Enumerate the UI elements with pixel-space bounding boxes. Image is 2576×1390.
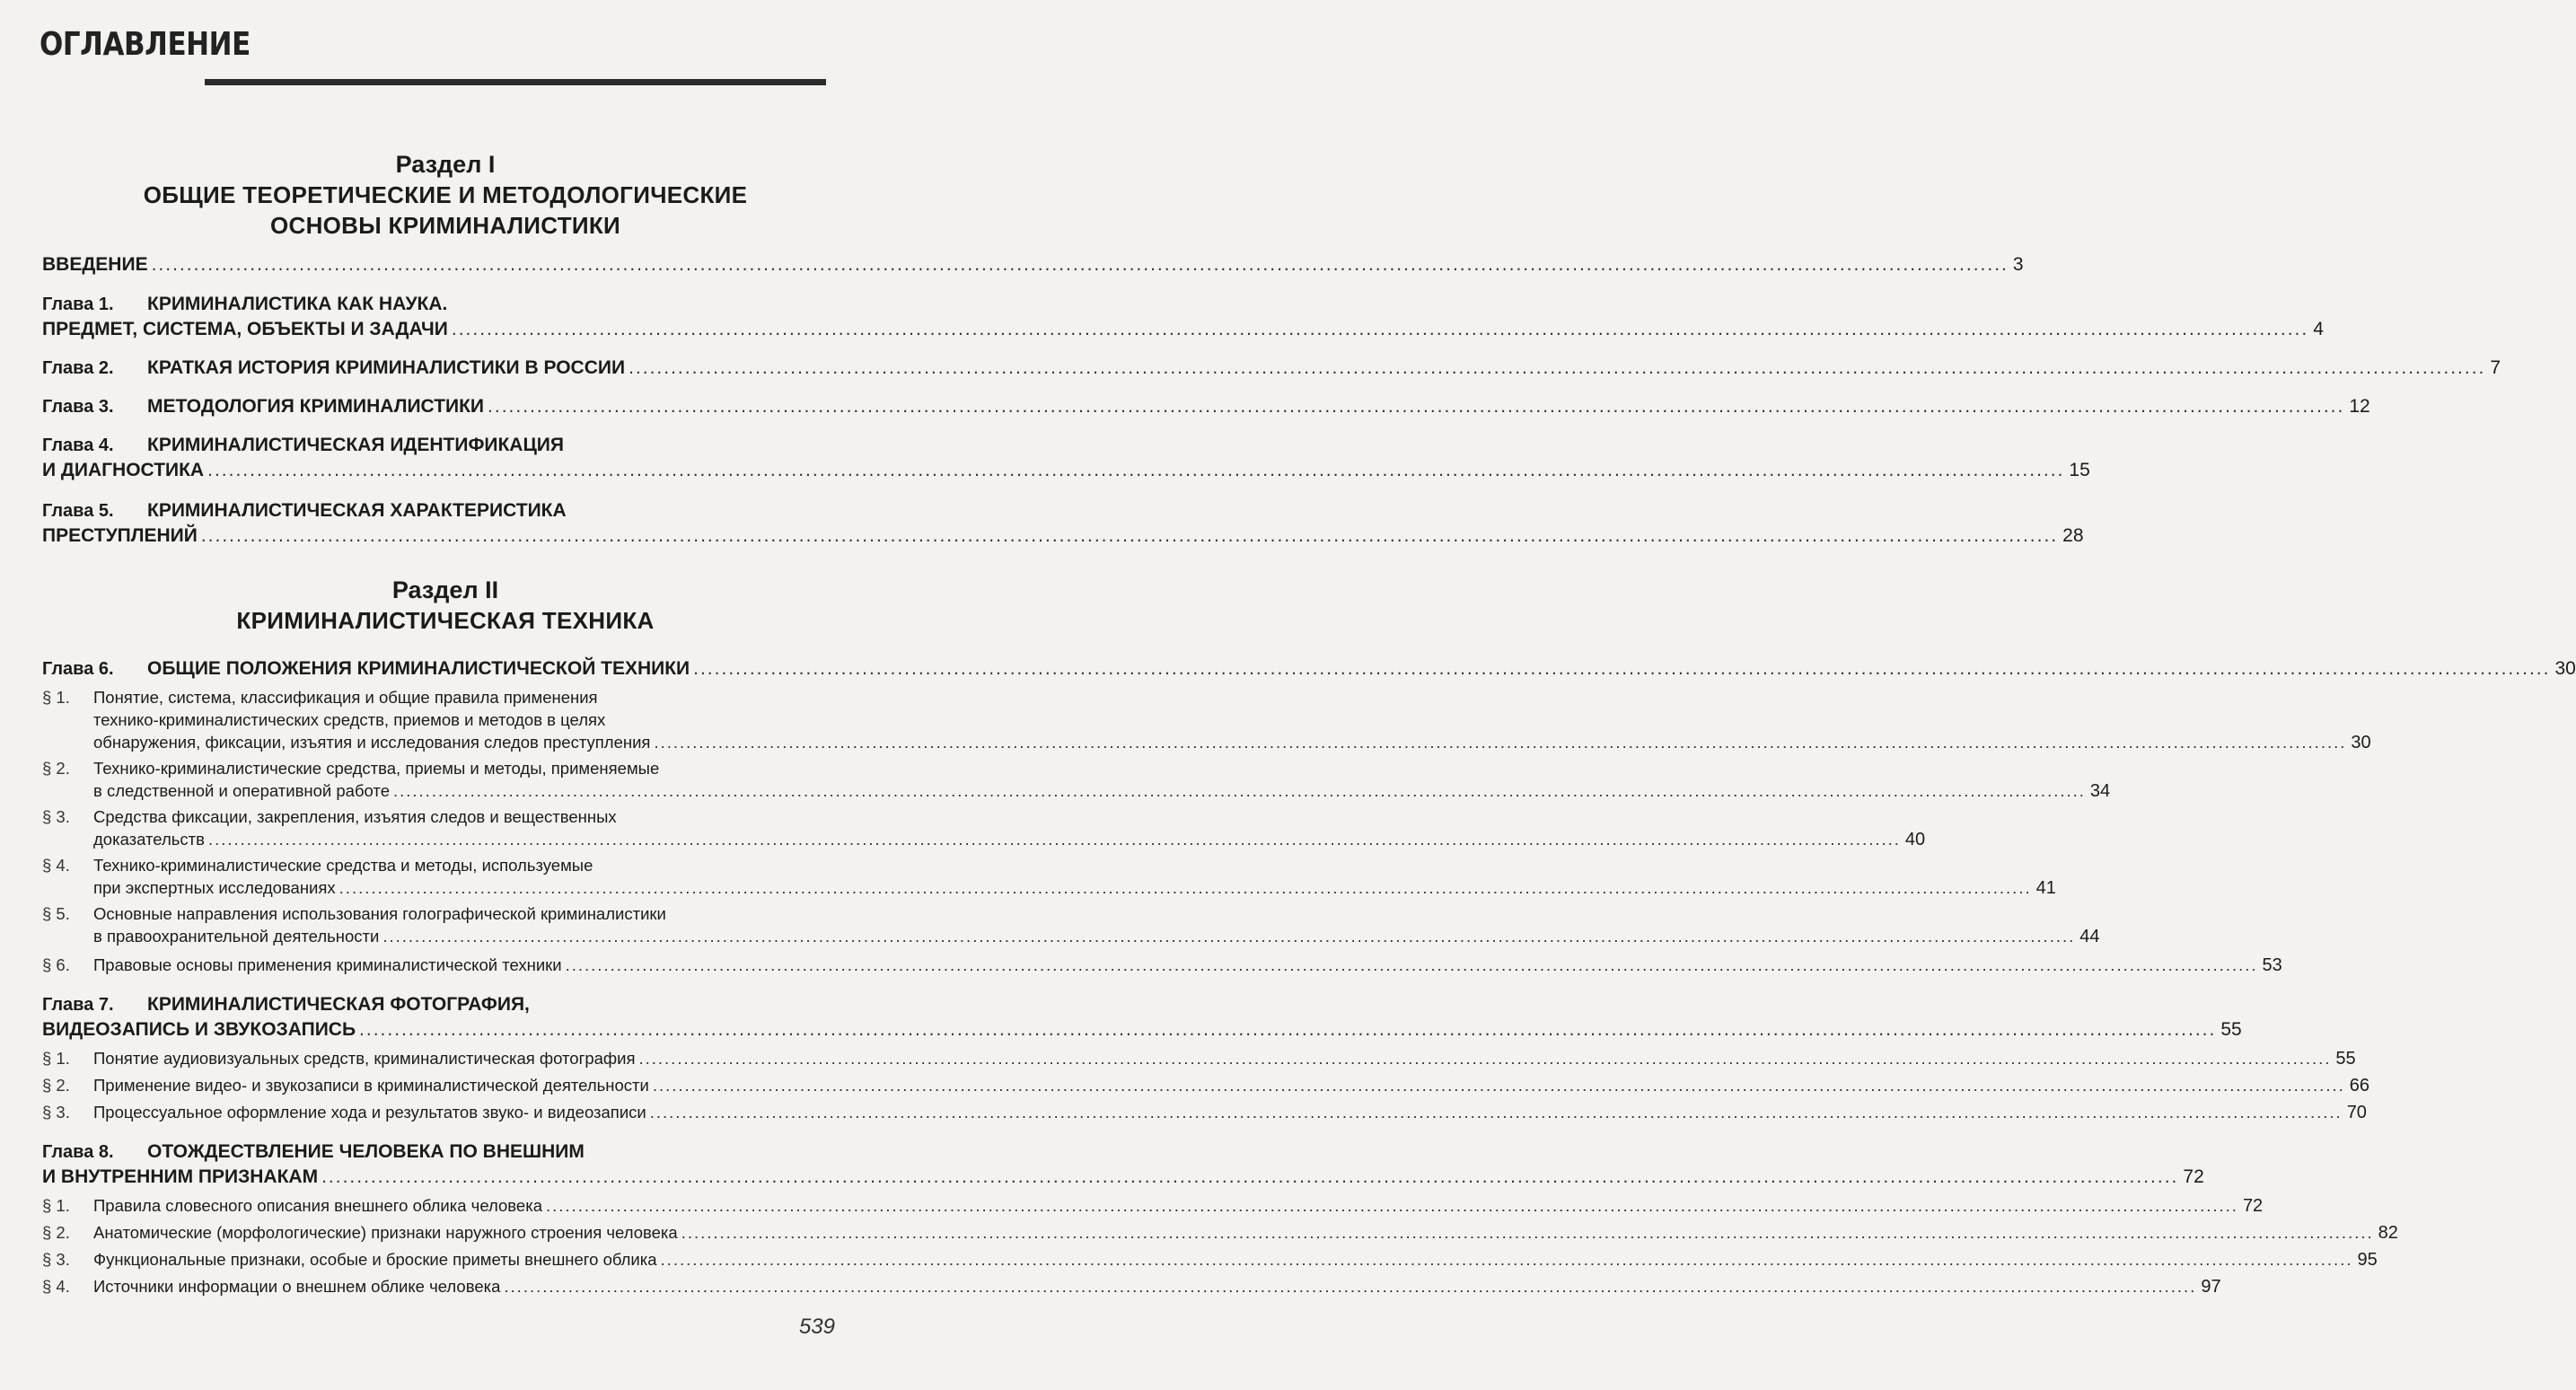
page-ref: 3 xyxy=(2012,254,2024,275)
entry-title: ПРЕДМЕТ, СИСТЕМА, ОБЪЕКТЫ И ЗАДАЧИ xyxy=(42,319,448,339)
chapter-number: Глава 5. xyxy=(42,501,114,521)
page-ref: 95 xyxy=(2357,1250,2378,1270)
dot-leader xyxy=(152,252,2009,277)
entry-title: КРИМИНАЛИСТИКА КАК НАУКА. xyxy=(147,294,448,314)
section-label: Раздел II xyxy=(391,576,499,603)
section-title: ОБЩИЕ ТЕОРЕТИЧЕСКИЕ И МЕТОДОЛОГИЧЕСКИЕ xyxy=(143,181,748,208)
dot-leader xyxy=(321,1165,2178,1189)
entry-title: ПРЕСТУПЛЕНИЙ xyxy=(42,525,198,546)
dot-leader xyxy=(393,779,2086,802)
section-heading xyxy=(0,149,891,241)
dot-leader xyxy=(339,876,2032,899)
page-ref: 4 xyxy=(2313,319,2324,339)
chapter-number: Глава 6. xyxy=(42,659,114,679)
page-ref: 72 xyxy=(2242,1196,2264,1216)
toc-entry-chapter[interactable] xyxy=(42,394,2370,419)
chapter-number: Глава 4. xyxy=(42,435,114,455)
dot-leader xyxy=(638,1047,2331,1069)
entry-title: КРИМИНАЛИСТИЧЕСКАЯ ХАРАКТЕРИСТИКА xyxy=(147,500,567,521)
dot-leader xyxy=(452,317,2308,341)
entry-title: при экспертных исследованиях xyxy=(93,878,336,897)
paragraph-number: § 1. xyxy=(42,1049,70,1068)
entry-title: Анатомические (морфологические) признаки наружного строения человека xyxy=(93,1223,678,1242)
paragraph-number: § 2. xyxy=(42,1223,70,1242)
paragraph-number: § 4. xyxy=(42,1277,70,1296)
header-rule xyxy=(205,79,826,85)
paragraph-number: § 3. xyxy=(42,1103,70,1122)
entry-title: Правовые основы применения криминалистической техники xyxy=(93,955,562,974)
page-ref: 12 xyxy=(2349,396,2370,417)
paragraph-number: § 2. xyxy=(42,1076,70,1095)
paragraph-number: § 6. xyxy=(42,955,70,974)
toc-entry-chapter[interactable] xyxy=(42,1139,2398,1298)
paragraph-number: § 3. xyxy=(42,807,70,826)
toc-entry-chapter[interactable] xyxy=(42,656,2576,977)
dot-leader xyxy=(566,954,2258,976)
toc-entry-paragraph[interactable] xyxy=(42,757,2111,803)
chapter-number: Глава 3. xyxy=(42,397,114,417)
entry-title: МЕТОДОЛОГИЯ КРИМИНАЛИСТИКИ xyxy=(147,396,485,417)
page-ref: 70 xyxy=(2346,1103,2367,1122)
entry-title: Основные направления использования голографической криминалистики xyxy=(93,904,666,923)
dot-leader xyxy=(504,1275,2196,1298)
chapter-number: Глава 2. xyxy=(42,358,114,378)
page-title: ОГЛАВЛЕНИЕ xyxy=(40,26,251,63)
entry-title: обнаружения, фиксации, изъятия и исследования следов преступления xyxy=(93,733,651,752)
dot-leader xyxy=(654,731,2346,753)
toc-entry-paragraph[interactable] xyxy=(42,954,2282,977)
dot-leader xyxy=(661,1248,2353,1271)
page-ref: 7 xyxy=(2490,357,2501,378)
entry-title: ВИДЕОЗАПИСЬ И ЗВУКОЗАПИСЬ xyxy=(42,1019,356,1040)
dot-leader xyxy=(488,394,2344,418)
entry-title: Понятие, система, классификация и общие правила применения xyxy=(93,688,598,707)
entry-title: И ВНУТРЕННИМ ПРИЗНАКАМ xyxy=(42,1166,319,1187)
entry-title: ОБЩИЕ ПОЛОЖЕНИЯ КРИМИНАЛИСТИЧЕСКОЙ ТЕХНИКИ xyxy=(147,658,690,679)
page-ref: 72 xyxy=(2183,1166,2204,1187)
toc-entry-paragraph[interactable] xyxy=(42,1074,2369,1097)
entry-title: Источники информации о внешнем облике человека xyxy=(93,1277,501,1296)
page-ref: 30 xyxy=(2351,733,2371,752)
page-ref: 55 xyxy=(2335,1049,2356,1069)
toc-entry-paragraph[interactable] xyxy=(42,1194,2264,1218)
section-label: Раздел I xyxy=(395,151,496,178)
toc-entry-paragraph[interactable] xyxy=(42,686,2371,754)
entry-title: Технико-криминалистические средства и методы, используемые xyxy=(93,856,593,875)
section-heading xyxy=(0,575,891,636)
toc-entry-chapter[interactable] xyxy=(42,433,2090,482)
page-ref: 15 xyxy=(2069,460,2090,480)
page-ref: 28 xyxy=(2062,525,2084,546)
dot-leader xyxy=(650,1101,2343,1123)
entry-title: Процессуальное оформление хода и результатов звуко- и видеозаписи xyxy=(93,1103,646,1122)
dot-leader xyxy=(653,1074,2345,1096)
entry-title: Правила словесного описания внешнего облика человека xyxy=(93,1196,542,1215)
entry-title: И ДИАГНОСТИКА xyxy=(42,460,205,480)
page-ref: 53 xyxy=(2262,955,2282,975)
toc-entry-paragraph[interactable] xyxy=(42,1101,2367,1124)
toc-entry-paragraph[interactable] xyxy=(42,854,2056,900)
entry-title: в следственной и оперативной работе xyxy=(93,781,390,800)
dot-leader xyxy=(693,656,2550,681)
page-ref: 30 xyxy=(2554,658,2576,679)
toc-entry-paragraph[interactable] xyxy=(42,1221,2398,1245)
paragraph-number: § 1. xyxy=(42,688,70,707)
paragraph-number: § 4. xyxy=(42,856,70,875)
dot-leader xyxy=(382,925,2075,947)
toc-entry-chapter[interactable] xyxy=(42,292,2324,341)
page-ref: 40 xyxy=(1904,830,1926,849)
paragraph-number: § 1. xyxy=(42,1196,70,1215)
entry-title: ВВЕДЕНИЕ xyxy=(42,254,148,275)
dot-leader xyxy=(201,523,2058,548)
chapter-number: Глава 7. xyxy=(42,995,114,1015)
entry-title: КРАТКАЯ ИСТОРИЯ КРИМИНАЛИСТИКИ В РОССИИ xyxy=(147,357,626,378)
dot-leader xyxy=(629,356,2485,380)
entry-title: Применение видео- и звукозаписи в криминалистической деятельности xyxy=(93,1076,649,1095)
toc-entry-paragraph[interactable] xyxy=(42,1275,2221,1298)
paragraph-number: § 3. xyxy=(42,1250,70,1269)
section-title: ОСНОВЫ КРИМИНАЛИСТИКИ xyxy=(269,212,621,239)
page-ref: 97 xyxy=(2201,1277,2221,1297)
entry-title: Функциональные признаки, особые и броские приметы внешнего облика xyxy=(93,1250,657,1269)
entry-title: технико-криминалистических средств, приемов и методов в целях xyxy=(93,710,606,729)
chapter-number: Глава 8. xyxy=(42,1142,114,1162)
dot-leader xyxy=(359,1017,2216,1042)
toc-entry-chapter[interactable] xyxy=(42,498,2084,548)
entry-title: Понятие аудиовизуальных средств, криминалистическая фотография xyxy=(93,1049,636,1068)
toc-entry-chapter[interactable] xyxy=(42,356,2501,381)
page-number: 539 xyxy=(798,1315,835,1339)
entry-title: Средства фиксации, закрепления, изъятия следов и вещественных xyxy=(93,807,617,826)
entry-title: ОТОЖДЕСТВЛЕНИЕ ЧЕЛОВЕКА ПО ВНЕШНИМ xyxy=(147,1141,585,1162)
section-title: КРИМИНАЛИСТИЧЕСКАЯ ТЕХНИКА xyxy=(236,607,655,634)
chapter-number: Глава 1. xyxy=(42,295,114,314)
page-ref: 34 xyxy=(2089,781,2111,801)
entry-title: Технико-криминалистические средства, приемы и методы, применяемые xyxy=(93,759,660,778)
entry-title: КРИМИНАЛИСТИЧЕСКАЯ ИДЕНТИФИКАЦИЯ xyxy=(147,435,564,455)
page-ref: 55 xyxy=(2220,1019,2242,1040)
toc-entry-intro[interactable] xyxy=(42,252,2024,277)
toc-entry-paragraph[interactable] xyxy=(42,805,1926,851)
toc-header xyxy=(40,26,285,63)
entry-title: КРИМИНАЛИСТИЧЕСКАЯ ФОТОГРАФИЯ, xyxy=(147,994,530,1015)
page-ref: 44 xyxy=(2079,927,2100,946)
toc-entry-paragraph[interactable] xyxy=(42,902,2100,948)
page-ref: 66 xyxy=(2349,1076,2369,1095)
page-ref: 41 xyxy=(2035,878,2056,898)
toc-entry-chapter[interactable] xyxy=(42,992,2369,1124)
toc-entry-paragraph[interactable] xyxy=(42,1047,2356,1070)
dot-leader xyxy=(681,1221,2374,1244)
entry-title: доказательств xyxy=(93,830,205,849)
toc-entry-paragraph[interactable] xyxy=(42,1248,2378,1271)
entry-title: в правоохранительной деятельности xyxy=(93,927,380,946)
dot-leader xyxy=(207,458,2064,482)
paragraph-number: § 5. xyxy=(42,904,70,923)
page-ref: 82 xyxy=(2378,1223,2398,1243)
dot-leader xyxy=(208,828,1901,850)
dot-leader xyxy=(546,1194,2238,1217)
paragraph-number: § 2. xyxy=(42,759,70,778)
